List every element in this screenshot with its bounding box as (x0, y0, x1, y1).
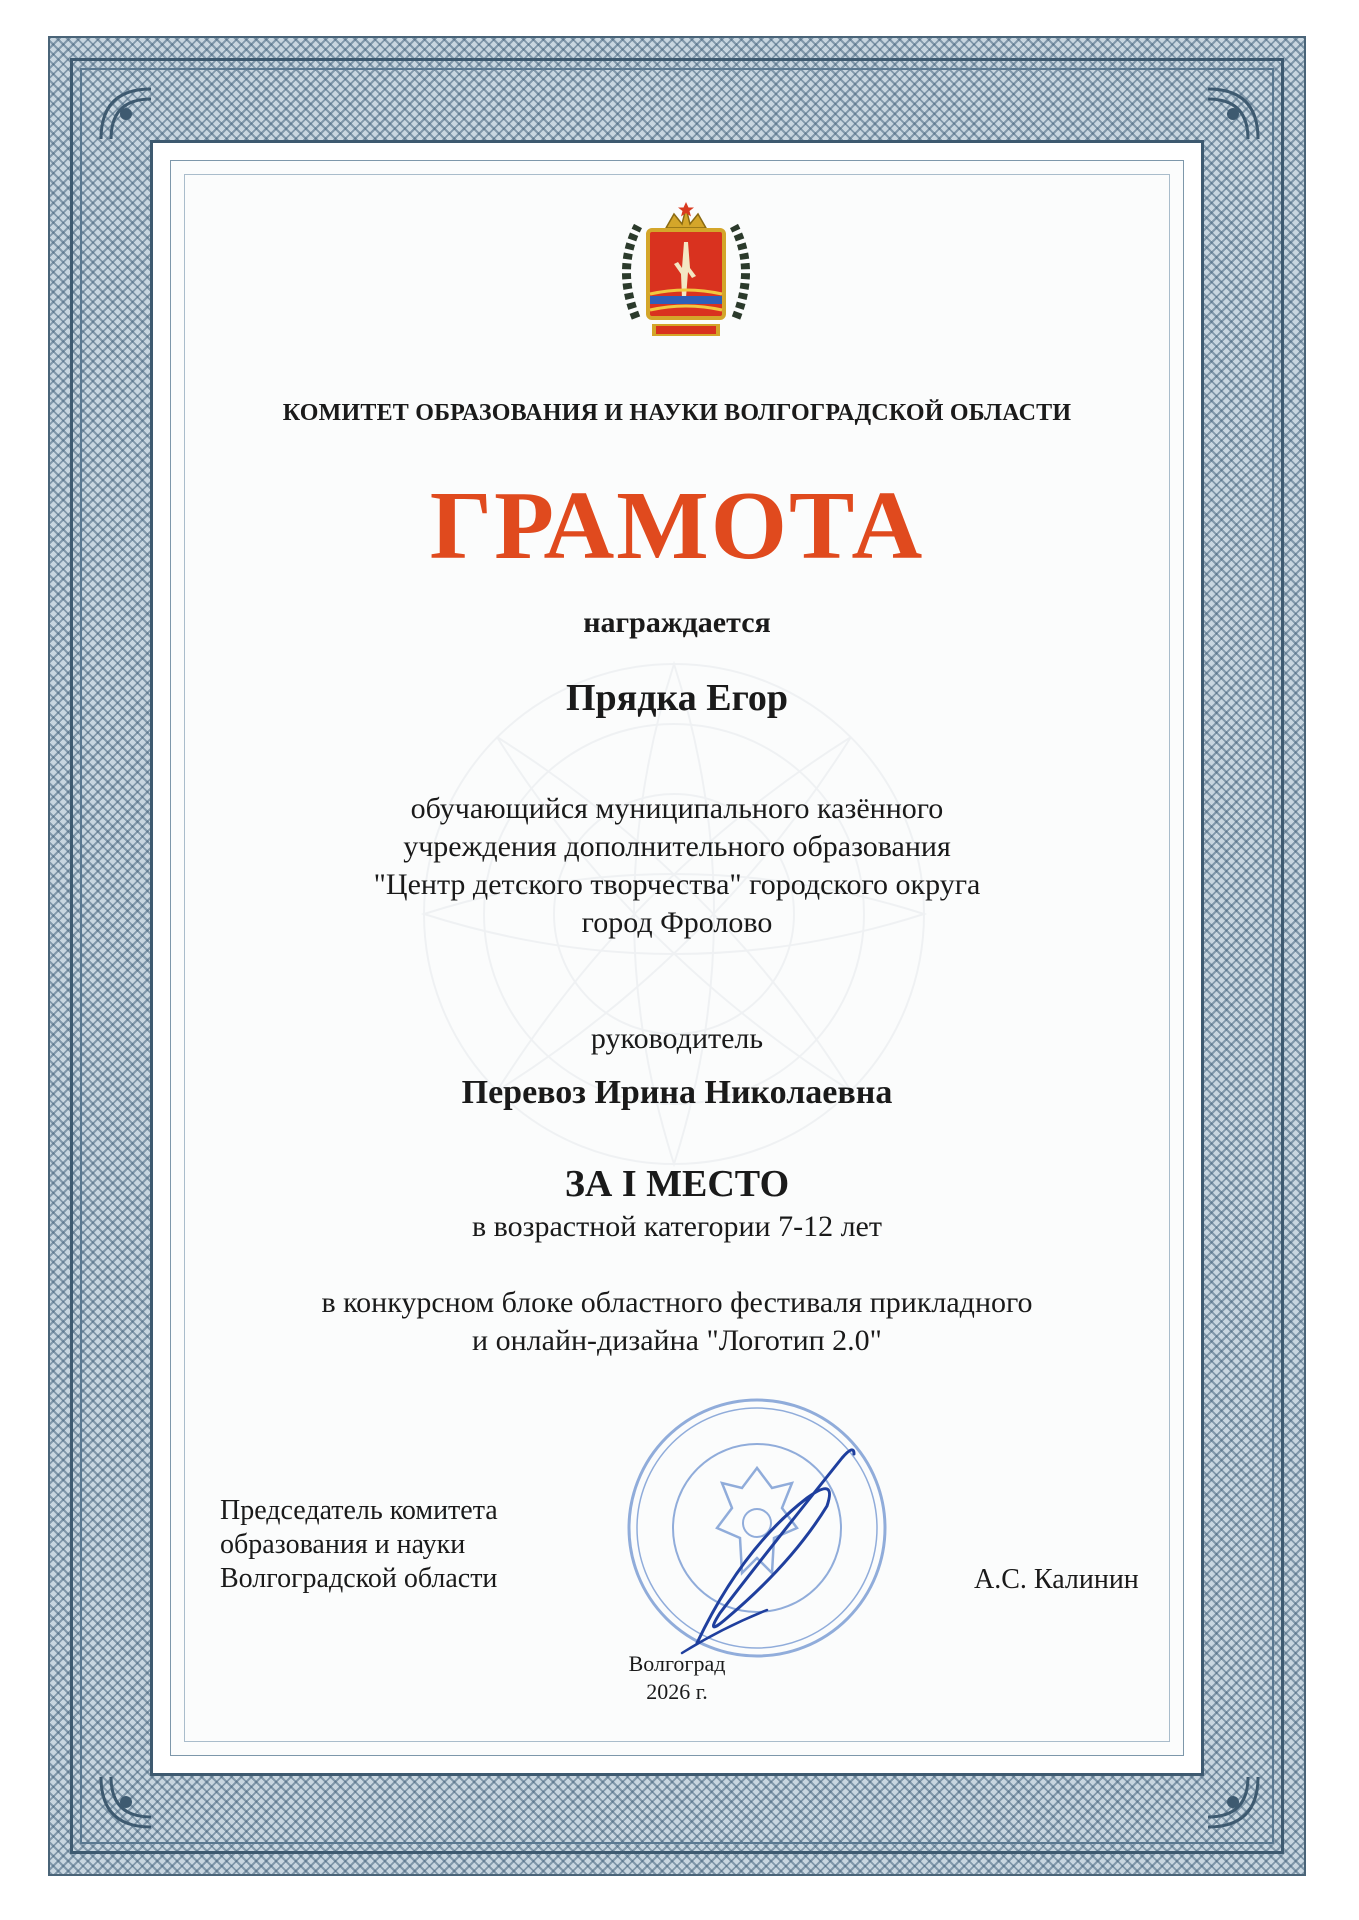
signer-line: Председатель комитета (220, 1495, 498, 1526)
signer-name: А.С. Калинин (974, 1564, 1139, 1595)
contest-line: и онлайн-дизайна "Логотип 2.0" (472, 1324, 882, 1357)
supervisor-name: Перевоз Ирина Николаевна (461, 1074, 893, 1111)
award-place: ЗА I МЕСТО (564, 1163, 790, 1205)
contest-line: в конкурсном блоке областного фестиваля прикладного (321, 1286, 1033, 1319)
corner-ornament-top-right (1203, 84, 1263, 144)
signer-line: образования и науки (220, 1529, 466, 1560)
awarded-label: награждается (583, 606, 771, 639)
signer-line: Волгоградской области (220, 1563, 498, 1594)
signer-title (220, 1494, 498, 1596)
corner-ornament-bottom-left (96, 1772, 156, 1832)
age-category: в возрастной категории 7-12 лет (472, 1210, 882, 1243)
corner-ornament-bottom-right (1203, 1772, 1263, 1832)
official-stamp-icon (592, 1388, 902, 1678)
issue-city: Волгоград (628, 1651, 726, 1676)
description-line: обучающийся муниципального казённого (410, 792, 944, 825)
issue-place-date (184, 1650, 1170, 1706)
description-line: город Фролово (581, 906, 773, 939)
corner-ornament-top-left (96, 84, 156, 144)
recipient-name: Прядка Егор (565, 677, 789, 719)
coat-of-arms-icon (616, 198, 756, 348)
description-line: учреждения дополнительного образования (403, 830, 951, 863)
contest-description (184, 1284, 1170, 1360)
organization-name: КОМИТЕТ ОБРАЗОВАНИЯ И НАУКИ ВОЛГОГРАДСКОЙ ОБЛАСТИ (282, 400, 1072, 426)
certificate-body (184, 174, 1170, 1742)
description-line: "Центр детского творчества" городского округа (373, 868, 981, 901)
issue-year: 2026 г. (646, 1679, 708, 1704)
certificate-title: ГРАМОТА (429, 472, 925, 580)
recipient-description (184, 790, 1170, 942)
supervisor-label: руководитель (590, 1022, 764, 1055)
